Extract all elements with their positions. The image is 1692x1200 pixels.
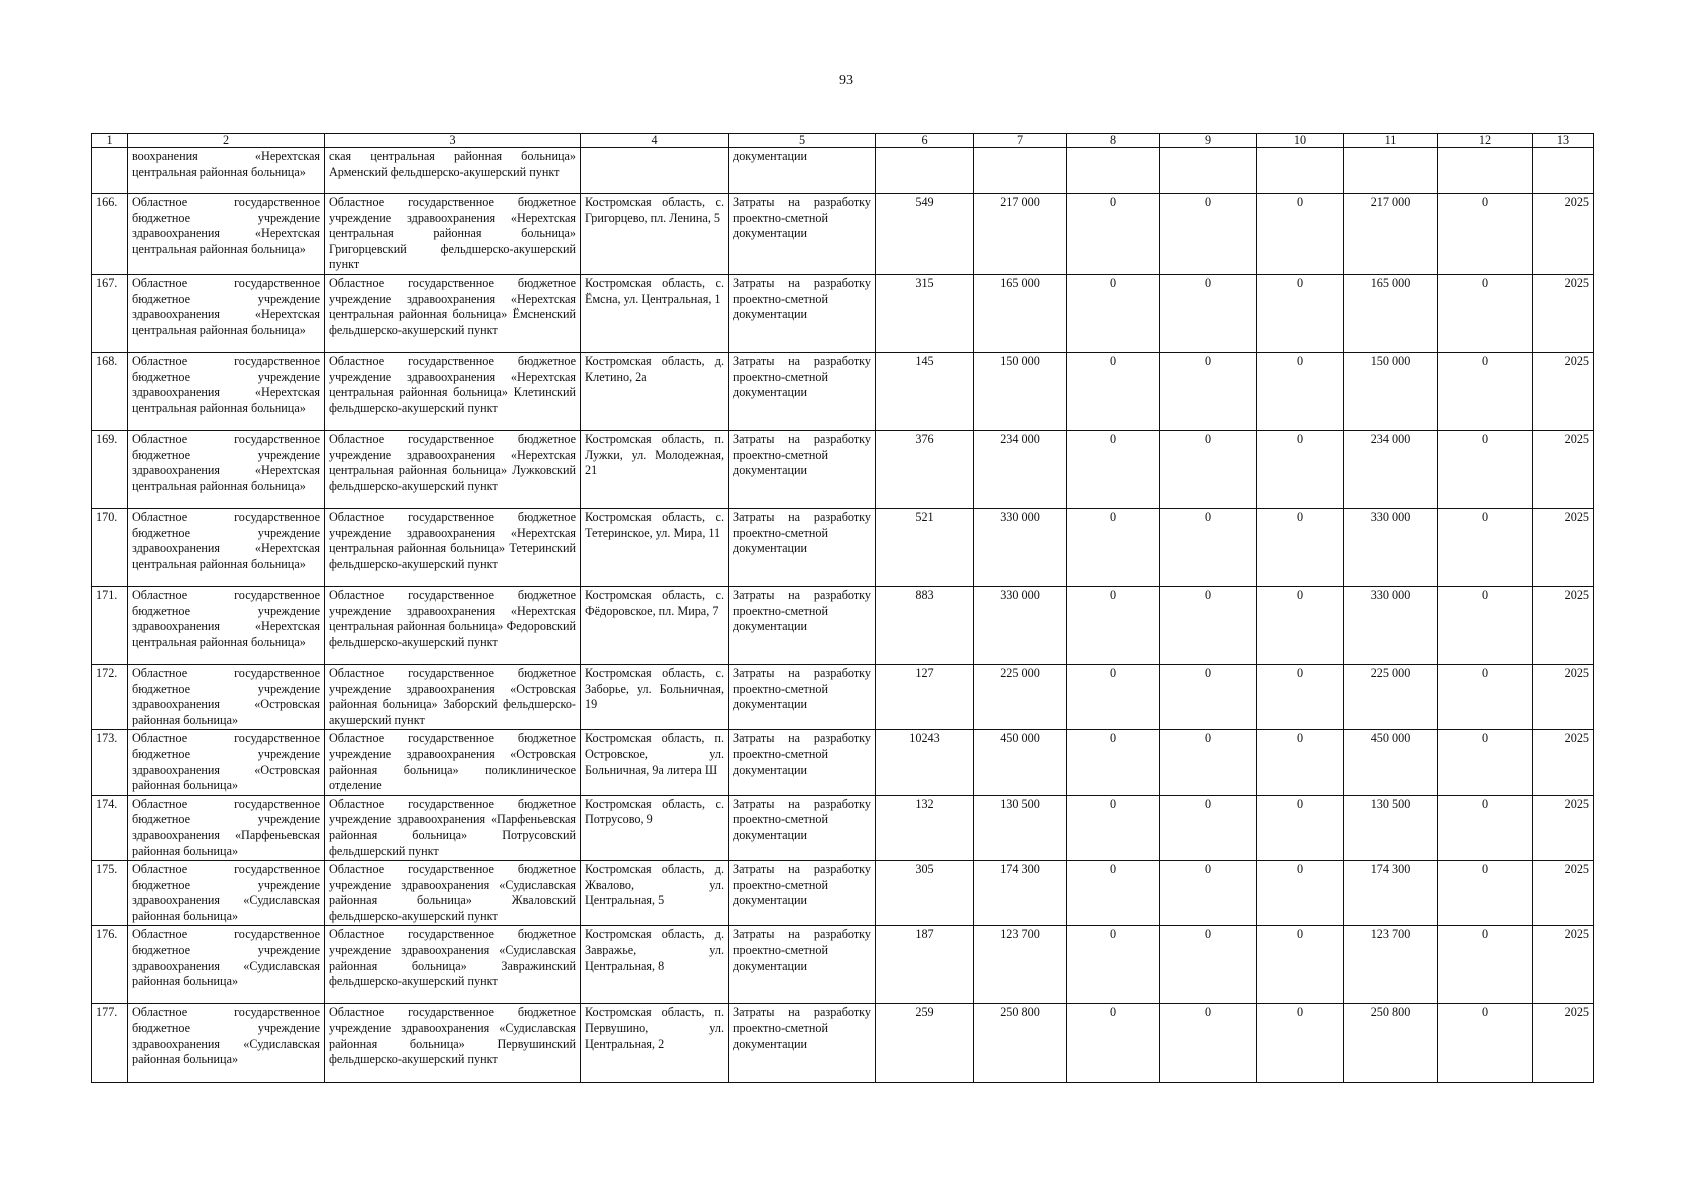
- table-row: [92, 194, 1594, 275]
- row-number: 173.: [92, 730, 128, 795]
- col12-value: 0: [1438, 586, 1533, 664]
- col8-value: 0: [1067, 430, 1160, 508]
- object-cell: Областное государственное бюджетное учреждение здравоохранения «Нерехтская центральная районная больница» Григорцевский фельдшерско-акушерский пункт: [325, 194, 581, 275]
- col13-year: 2025: [1533, 274, 1594, 352]
- col12-value: 0: [1438, 664, 1533, 729]
- object-cell: Областное государственное бюджетное учреждение здравоохранения «Нерехтская центральная районная больница» Тетеринский фельдшерско-акушерский пункт: [325, 508, 581, 586]
- col8-value: 0: [1067, 795, 1160, 860]
- column-header: 2: [128, 134, 325, 148]
- column-header: 10: [1257, 134, 1344, 148]
- table-row: [92, 926, 1594, 1004]
- work-type-cell: Затраты на разработку проектно-сметной документации: [729, 586, 876, 664]
- col6-value: 10243: [876, 730, 974, 795]
- col9-value: 0: [1160, 352, 1257, 430]
- col10-value: 0: [1257, 795, 1344, 860]
- col13-year: 2025: [1533, 861, 1594, 926]
- col13-year: 2025: [1533, 926, 1594, 1004]
- address-cell: Костромская область, д. Клетино, 2а: [581, 352, 729, 430]
- table-row: [92, 730, 1594, 795]
- col11-value: 234 000: [1344, 430, 1438, 508]
- col13-year: 2025: [1533, 352, 1594, 430]
- col8-value: 0: [1067, 861, 1160, 926]
- col8-value: 0: [1067, 730, 1160, 795]
- column-number-row: [92, 134, 1594, 148]
- column-header: 5: [729, 134, 876, 148]
- organization-cell: Областное государственное бюджетное учреждение здравоохранения «Нерехтская центральная районная больница»: [128, 586, 325, 664]
- col11-value: 174 300: [1344, 861, 1438, 926]
- organization-cell: Областное государственное бюджетное учреждение здравоохранения «Нерехтская центральная районная больница»: [128, 430, 325, 508]
- work-type-cell: Затраты на разработку проектно-сметной документации: [729, 664, 876, 729]
- col8-value: 0: [1067, 352, 1160, 430]
- col10-value: 0: [1257, 430, 1344, 508]
- col9-value: 0: [1160, 730, 1257, 795]
- col13-year: 2025: [1533, 508, 1594, 586]
- col9-value: 0: [1160, 274, 1257, 352]
- col13-year: [1533, 148, 1594, 194]
- col10-value: 0: [1257, 352, 1344, 430]
- col12-value: [1438, 148, 1533, 194]
- organization-cell: Областное государственное бюджетное учреждение здравоохранения «Судиславская районная больница»: [128, 926, 325, 1004]
- object-cell: Областное государственное бюджетное учреждение здравоохранения «Островская районная больница» поликлиническое отделение: [325, 730, 581, 795]
- col12-value: 0: [1438, 730, 1533, 795]
- col7-value: 130 500: [974, 795, 1067, 860]
- column-header: 13: [1533, 134, 1594, 148]
- column-header: 1: [92, 134, 128, 148]
- col10-value: 0: [1257, 274, 1344, 352]
- row-number: 168.: [92, 352, 128, 430]
- col10-value: 0: [1257, 861, 1344, 926]
- col11-value: 150 000: [1344, 352, 1438, 430]
- work-type-cell: Затраты на разработку проектно-сметной документации: [729, 508, 876, 586]
- col7-value: 225 000: [974, 664, 1067, 729]
- col9-value: 0: [1160, 664, 1257, 729]
- row-number: 175.: [92, 861, 128, 926]
- work-type-cell: Затраты на разработку проектно-сметной документации: [729, 194, 876, 275]
- col13-year: 2025: [1533, 1004, 1594, 1083]
- col6-value: 376: [876, 430, 974, 508]
- col11-value: 330 000: [1344, 586, 1438, 664]
- table-row: [92, 1004, 1594, 1083]
- row-number: 169.: [92, 430, 128, 508]
- work-type-cell: Затраты на разработку проектно-сметной документации: [729, 1004, 876, 1083]
- object-cell: Областное государственное бюджетное учреждение здравоохранения «Судиславская районная больница» Первушинский фельдшерско-акушерский пункт: [325, 1004, 581, 1083]
- object-cell: Областное государственное бюджетное учреждение здравоохранения «Судиславская районная больница» Завражинский фельдшерско-акушерский пункт: [325, 926, 581, 1004]
- row-number: 170.: [92, 508, 128, 586]
- col8-value: 0: [1067, 194, 1160, 275]
- col11-value: 330 000: [1344, 508, 1438, 586]
- col12-value: 0: [1438, 1004, 1533, 1083]
- col8-value: [1067, 148, 1160, 194]
- organization-cell: Областное государственное бюджетное учреждение здравоохранения «Судиславская районная больница»: [128, 861, 325, 926]
- row-number: 177.: [92, 1004, 128, 1083]
- col11-value: 130 500: [1344, 795, 1438, 860]
- organization-cell: Областное государственное бюджетное учреждение здравоохранения «Судиславская районная больница»: [128, 1004, 325, 1083]
- table-row: [92, 352, 1594, 430]
- object-cell: Областное государственное бюджетное учреждение здравоохранения «Нерехтская центральная районная больница» Федоровский фельдшерско-акушерский пункт: [325, 586, 581, 664]
- col12-value: 0: [1438, 274, 1533, 352]
- organization-cell: Областное государственное бюджетное учреждение здравоохранения «Нерехтская центральная районная больница»: [128, 352, 325, 430]
- table-row: [92, 861, 1594, 926]
- col8-value: 0: [1067, 664, 1160, 729]
- column-header: 8: [1067, 134, 1160, 148]
- col10-value: 0: [1257, 664, 1344, 729]
- object-cell: Областное государственное бюджетное учреждение здравоохранения «Нерехтская центральная районная больница» Клетинский фельдшерско-акушерский пункт: [325, 352, 581, 430]
- col7-value: 174 300: [974, 861, 1067, 926]
- col12-value: 0: [1438, 194, 1533, 275]
- col9-value: 0: [1160, 586, 1257, 664]
- address-cell: Костромская область, с. Тетеринское, ул. Мира, 11: [581, 508, 729, 586]
- col7-value: [974, 148, 1067, 194]
- address-cell: Костромская область, п. Лужки, ул. Молодежная, 21: [581, 430, 729, 508]
- row-number: 176.: [92, 926, 128, 1004]
- column-header: 9: [1160, 134, 1257, 148]
- work-type-cell: Затраты на разработку проектно-сметной документации: [729, 430, 876, 508]
- col6-value: 259: [876, 1004, 974, 1083]
- column-header: 6: [876, 134, 974, 148]
- col13-year: 2025: [1533, 430, 1594, 508]
- address-cell: Костромская область, д. Жвалово, ул. Центральная, 5: [581, 861, 729, 926]
- col9-value: 0: [1160, 508, 1257, 586]
- col10-value: 0: [1257, 194, 1344, 275]
- col13-year: 2025: [1533, 795, 1594, 860]
- col7-value: 250 800: [974, 1004, 1067, 1083]
- col9-value: 0: [1160, 926, 1257, 1004]
- col11-value: 450 000: [1344, 730, 1438, 795]
- organization-cell: Областное государственное бюджетное учреждение здравоохранения «Нерехтская центральная районная больница»: [128, 274, 325, 352]
- col8-value: 0: [1067, 508, 1160, 586]
- address-cell: Костромская область, с. Фёдоровское, пл. Мира, 7: [581, 586, 729, 664]
- col9-value: 0: [1160, 861, 1257, 926]
- col12-value: 0: [1438, 508, 1533, 586]
- work-type-cell: Затраты на разработку проектно-сметной документации: [729, 795, 876, 860]
- address-cell: Костромская область, п. Первушино, ул. Центральная, 2: [581, 1004, 729, 1083]
- object-cell: Областное государственное бюджетное учреждение здравоохранения «Парфеньевская районная больница» Потрусовский фельдшерский пункт: [325, 795, 581, 860]
- col11-value: 217 000: [1344, 194, 1438, 275]
- col7-value: 450 000: [974, 730, 1067, 795]
- col6-value: [876, 148, 974, 194]
- organization-cell: Областное государственное бюджетное учреждение здравоохранения «Островская районная больница»: [128, 730, 325, 795]
- col9-value: 0: [1160, 430, 1257, 508]
- col10-value: 0: [1257, 926, 1344, 1004]
- col6-value: 549: [876, 194, 974, 275]
- col12-value: 0: [1438, 926, 1533, 1004]
- organization-cell: Областное государственное бюджетное учреждение здравоохранения «Нерехтская центральная районная больница»: [128, 508, 325, 586]
- col8-value: 0: [1067, 1004, 1160, 1083]
- object-cell: Областное государственное бюджетное учреждение здравоохранения «Судиславская районная больница» Жваловский фельдшерско-акушерский пункт: [325, 861, 581, 926]
- row-number: 166.: [92, 194, 128, 275]
- work-type-cell: Затраты на разработку проектно-сметной документации: [729, 730, 876, 795]
- col12-value: 0: [1438, 430, 1533, 508]
- address-cell: Костромская область, с. Заборье, ул. Больничная, 19: [581, 664, 729, 729]
- table-row: [92, 664, 1594, 729]
- col11-value: [1344, 148, 1438, 194]
- table-row: [92, 795, 1594, 860]
- col13-year: 2025: [1533, 194, 1594, 275]
- col12-value: 0: [1438, 352, 1533, 430]
- col10-value: 0: [1257, 1004, 1344, 1083]
- page-number: 93: [839, 73, 853, 88]
- address-cell: Костромская область, с. Григорцево, пл. Ленина, 5: [581, 194, 729, 275]
- table-row: [92, 148, 1594, 194]
- col11-value: 123 700: [1344, 926, 1438, 1004]
- col8-value: 0: [1067, 926, 1160, 1004]
- row-number: 171.: [92, 586, 128, 664]
- row-number: [92, 148, 128, 194]
- col11-value: 225 000: [1344, 664, 1438, 729]
- work-type-cell: Затраты на разработку проектно-сметной документации: [729, 926, 876, 1004]
- col9-value: 0: [1160, 194, 1257, 275]
- column-header: 3: [325, 134, 581, 148]
- col9-value: 0: [1160, 1004, 1257, 1083]
- column-header: 12: [1438, 134, 1533, 148]
- col6-value: 521: [876, 508, 974, 586]
- col6-value: 883: [876, 586, 974, 664]
- organization-cell: Областное государственное бюджетное учреждение здравоохранения «Парфеньевская районная больница»: [128, 795, 325, 860]
- col13-year: 2025: [1533, 664, 1594, 729]
- object-cell: ская центральная районная больница» Арменский фельдшерско-акушерский пункт: [325, 148, 581, 194]
- col7-value: 165 000: [974, 274, 1067, 352]
- row-number: 172.: [92, 664, 128, 729]
- col7-value: 150 000: [974, 352, 1067, 430]
- col11-value: 165 000: [1344, 274, 1438, 352]
- col13-year: 2025: [1533, 586, 1594, 664]
- col8-value: 0: [1067, 586, 1160, 664]
- address-cell: Костромская область, с. Потрусово, 9: [581, 795, 729, 860]
- address-cell: Костромская область, с. Ёмсна, ул. Центральная, 1: [581, 274, 729, 352]
- object-cell: Областное государственное бюджетное учреждение здравоохранения «Нерехтская центральная районная больница» Ёмсненский фельдшерско-акушерский пункт: [325, 274, 581, 352]
- col6-value: 132: [876, 795, 974, 860]
- col7-value: 217 000: [974, 194, 1067, 275]
- col7-value: 330 000: [974, 586, 1067, 664]
- column-header: 7: [974, 134, 1067, 148]
- object-cell: Областное государственное бюджетное учреждение здравоохранения «Островская районная больница» Заборский фельдшерско-акушерский пункт: [325, 664, 581, 729]
- col9-value: 0: [1160, 795, 1257, 860]
- budget-table: [91, 133, 1594, 1083]
- object-cell: Областное государственное бюджетное учреждение здравоохранения «Нерехтская центральная районная больница» Лужковский фельдшерско-акушерский пункт: [325, 430, 581, 508]
- col12-value: 0: [1438, 795, 1533, 860]
- col10-value: 0: [1257, 508, 1344, 586]
- col7-value: 123 700: [974, 926, 1067, 1004]
- work-type-cell: Затраты на разработку проектно-сметной документации: [729, 861, 876, 926]
- work-type-cell: документации: [729, 148, 876, 194]
- table-row: [92, 274, 1594, 352]
- col7-value: 330 000: [974, 508, 1067, 586]
- col6-value: 305: [876, 861, 974, 926]
- work-type-cell: Затраты на разработку проектно-сметной документации: [729, 274, 876, 352]
- column-header: 11: [1344, 134, 1438, 148]
- address-cell: Костромская область, п. Островское, ул. Больничная, 9а литера Ш: [581, 730, 729, 795]
- column-header: 4: [581, 134, 729, 148]
- col12-value: 0: [1438, 861, 1533, 926]
- table-row: [92, 586, 1594, 664]
- work-type-cell: Затраты на разработку проектно-сметной документации: [729, 352, 876, 430]
- col9-value: [1160, 148, 1257, 194]
- col11-value: 250 800: [1344, 1004, 1438, 1083]
- row-number: 174.: [92, 795, 128, 860]
- col8-value: 0: [1067, 274, 1160, 352]
- col6-value: 145: [876, 352, 974, 430]
- organization-cell: Областное государственное бюджетное учреждение здравоохранения «Островская районная больница»: [128, 664, 325, 729]
- col6-value: 315: [876, 274, 974, 352]
- row-number: 167.: [92, 274, 128, 352]
- col10-value: 0: [1257, 730, 1344, 795]
- col6-value: 187: [876, 926, 974, 1004]
- address-cell: Костромская область, д. Завражье, ул. Центральная, 8: [581, 926, 729, 1004]
- col10-value: [1257, 148, 1344, 194]
- organization-cell: воохранения «Нерехтская центральная районная больница»: [128, 148, 325, 194]
- col6-value: 127: [876, 664, 974, 729]
- table-row: [92, 508, 1594, 586]
- table-row: [92, 430, 1594, 508]
- organization-cell: Областное государственное бюджетное учреждение здравоохранения «Нерехтская центральная районная больница»: [128, 194, 325, 275]
- address-cell: [581, 148, 729, 194]
- col13-year: 2025: [1533, 730, 1594, 795]
- col10-value: 0: [1257, 586, 1344, 664]
- col7-value: 234 000: [974, 430, 1067, 508]
